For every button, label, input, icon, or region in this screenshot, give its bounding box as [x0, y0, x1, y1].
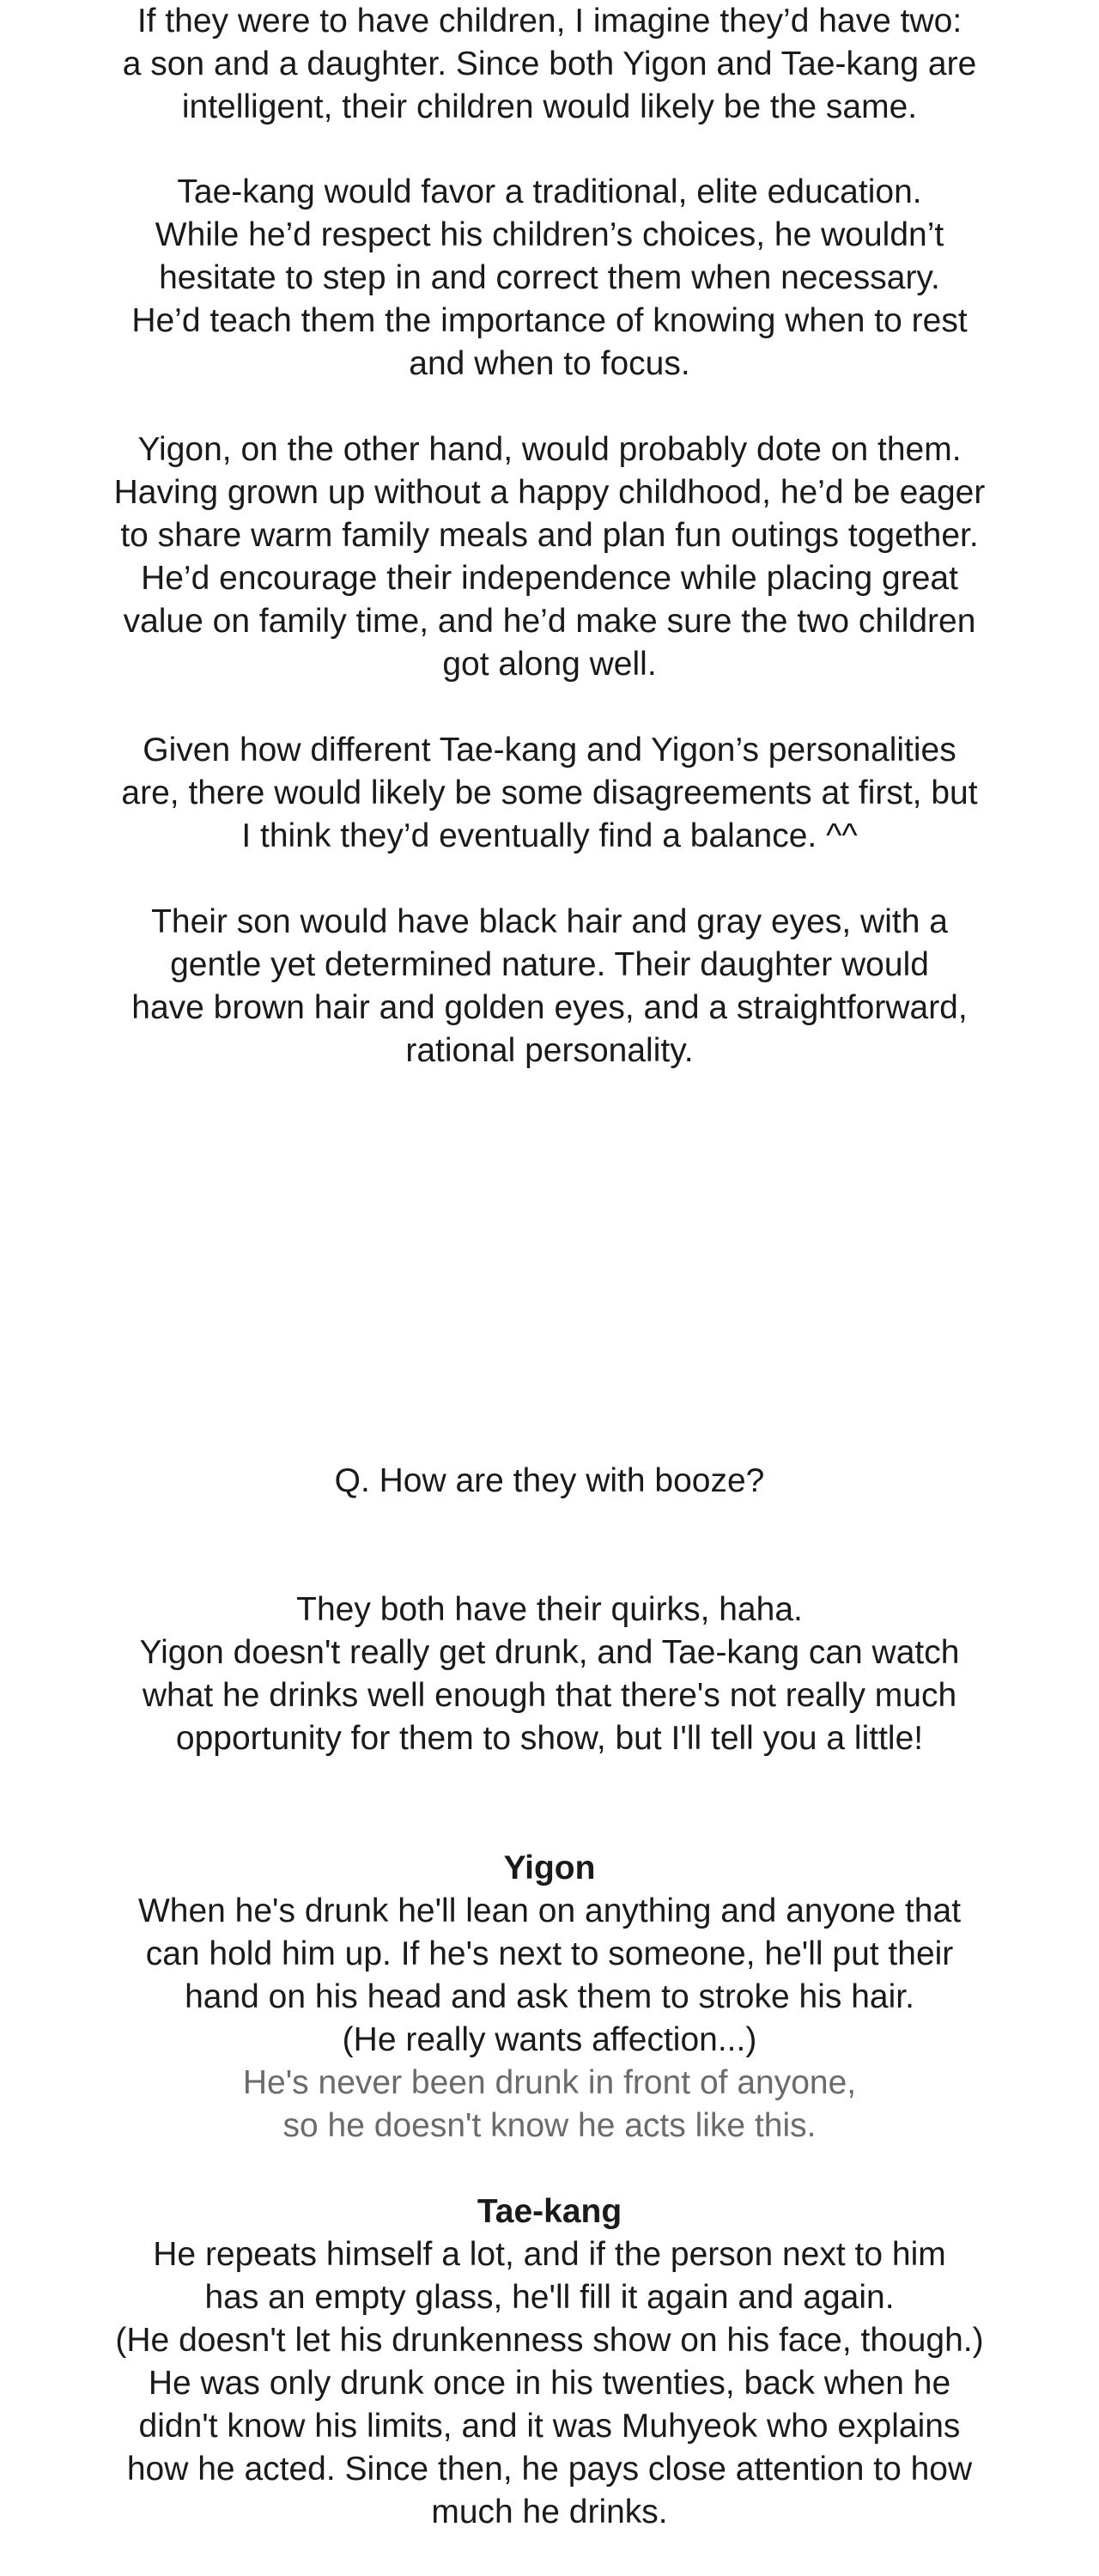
text-line: He’d encourage their independence while placing great [141, 560, 958, 597]
taekang-education-paragraph [86, 171, 1013, 386]
text-line: hand on his head and ask them to stroke his hair. [185, 1978, 914, 2015]
text-line: Given how different Tae-kang and Yigon’s personalities [143, 732, 956, 769]
text-line: are, there would likely be some disagreements at first, but [121, 775, 978, 811]
question-heading [86, 1460, 1013, 1503]
text-line: has an empty glass, he'll fill it again and again. [204, 2279, 895, 2316]
text-line: Having grown up without a happy childhood, he’d be eager [113, 474, 986, 511]
text-line: Tae-kang would favor a traditional, elite education. [177, 173, 922, 210]
text-line: Their son would have black hair and gray eyes, with a [151, 903, 948, 940]
text-line: Yigon doesn't really get drunk, and Tae-kang can watch [139, 1634, 960, 1671]
text-line: I think they’d eventually find a balance. ^^ [241, 817, 858, 854]
text-line: He repeats himself a lot, and if the person next to him [153, 2236, 946, 2273]
text-line: and when to focus. [409, 345, 690, 382]
text-line: Yigon, on the other hand, would probably dote on them. [137, 431, 962, 468]
text-line: hesitate to step in and correct them when necessary. [159, 259, 940, 296]
text-line: intelligent, their children would likely be the same. [181, 88, 918, 125]
text-line: to share warm family meals and plan fun outings together. [120, 517, 979, 554]
text-line: When he's drunk he'll lean on anything and anyone that [137, 1893, 962, 1929]
text-line: a son and a daughter. Since both Yigon and Tae-kang are [122, 46, 977, 82]
text-line: He was only drunk once in his twenties, back when he [148, 2365, 951, 2402]
text-line: what he drinks well enough that there's not really much [142, 1677, 957, 1714]
children-appearance-paragraph [86, 901, 1013, 1072]
yigon-section [86, 1847, 1013, 2148]
taekang-heading: Tae-kang [477, 2193, 622, 2230]
text-line: While he’d respect his children’s choices, he wouldn’t [155, 216, 944, 253]
text-line: They both have their quirks, haha. [296, 1591, 803, 1628]
text-line: (He doesn't let his drunkenness show on his face, though.) [115, 2322, 984, 2359]
text-line: value on family time, and he’d make sure the two children [123, 603, 976, 640]
muted-note-line: He's never been drunk in front of anyone, [242, 2064, 857, 2101]
text-line: gentle yet determined nature. Their daughter would [170, 946, 929, 983]
text-line: opportunity for them to show, but I'll tell you a little! [175, 1720, 924, 1757]
text-line: can hold him up. If he's next to someone, he'll put their [145, 1935, 954, 1972]
text-line: (He really wants affection...) [342, 2021, 757, 2058]
answer-intro-paragraph [86, 1589, 1013, 1760]
text-line: much he drinks. [431, 2494, 668, 2530]
text-line: how he acted. Since then, he pays close attention to how [126, 2451, 973, 2488]
question-text: Q. How are they with booze? [334, 1462, 765, 1499]
text-line: rational personality. [405, 1032, 694, 1069]
muted-note-line: so he doesn't know he acts like this. [282, 2107, 817, 2144]
text-line: have brown hair and golden eyes, and a straightforward, [131, 989, 968, 1026]
text-line: got along well. [442, 646, 657, 683]
balance-paragraph [86, 729, 1013, 858]
text-line: If they were to have children, I imagine they’d have two: [137, 3, 962, 39]
yigon-heading: Yigon [503, 1850, 596, 1886]
text-line: He’d teach them the importance of knowing when to rest [131, 302, 968, 339]
children-intro-paragraph [86, 0, 1013, 129]
text-line: didn't know his limits, and it was Muhyeok who explains [138, 2408, 961, 2445]
taekang-section [86, 2190, 1013, 2534]
yigon-parenting-paragraph [86, 428, 1013, 686]
